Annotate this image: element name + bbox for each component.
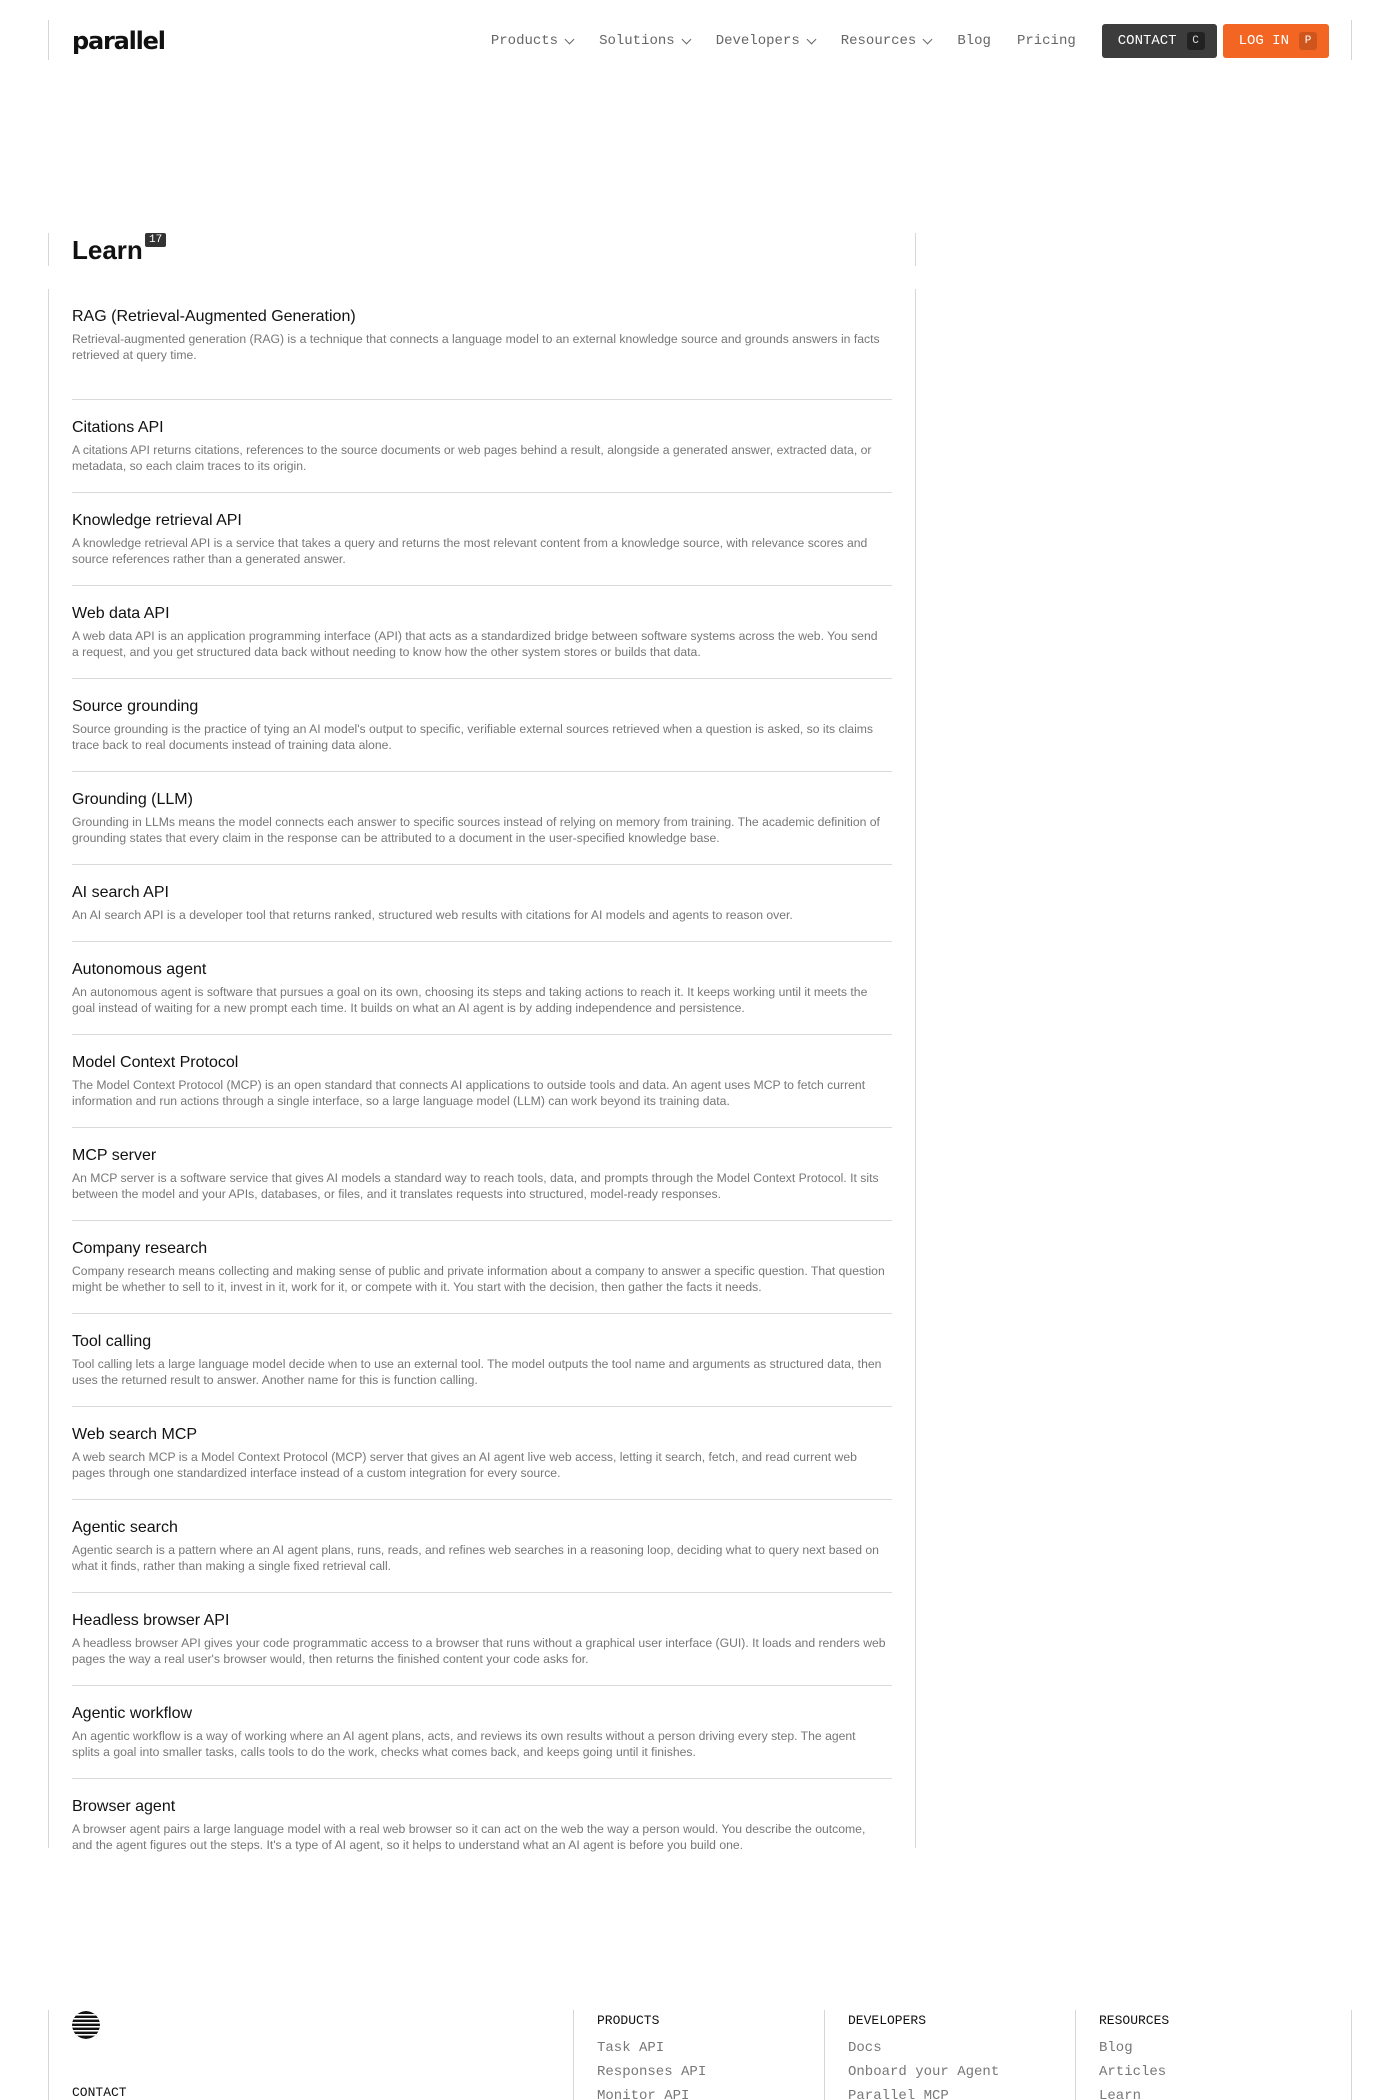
- item-title: Tool calling: [72, 1333, 152, 1350]
- footer-link[interactable]: Parallel MCP: [848, 2088, 949, 2100]
- footer-link[interactable]: Blog: [1099, 2040, 1133, 2056]
- login-button[interactable]: [1223, 24, 1329, 58]
- item-title: Headless browser API: [72, 1612, 230, 1629]
- footer-link[interactable]: Learn: [1099, 2088, 1142, 2100]
- parallel-logo[interactable]: parallel: [72, 27, 165, 55]
- list-item[interactable]: [72, 679, 892, 772]
- footer-column-developers: [824, 2010, 1075, 2100]
- footer-link[interactable]: Monitor API: [597, 2088, 690, 2100]
- item-title: Agentic search: [72, 1519, 178, 1536]
- nav-blog-label: Blog: [957, 33, 991, 49]
- footer-link[interactable]: Docs: [848, 2040, 882, 2056]
- item-description: A web data API is an application programming interface (API) that acts as a standardized bridge between software systems across the web. You send a request, and you get structured data back without needing to know how the other system stores or builds that data.: [72, 629, 878, 659]
- nav-solutions-label: Solutions: [599, 33, 675, 49]
- chevron-down-icon: [923, 34, 933, 44]
- item-title: MCP server: [72, 1147, 157, 1164]
- list-item[interactable]: [72, 1128, 892, 1221]
- footer-link[interactable]: Responses API: [597, 2064, 707, 2080]
- item-description: Agentic search is a pattern where an AI agent plans, runs, reads, and refines web searches in a reasoning loop, deciding what to query next based on what it finds, rather than making a single fixed retrieval call.: [72, 1543, 879, 1573]
- nav-resources[interactable]: [841, 33, 932, 49]
- nav-developers-label: Developers: [715, 33, 800, 49]
- login-shortcut-key: P: [1299, 32, 1317, 50]
- list-item[interactable]: [72, 1314, 892, 1407]
- item-title: Company research: [72, 1240, 208, 1257]
- item-description: The Model Context Protocol (MCP) is an open standard that connects AI applications to outside tools and data. An agent uses MCP to fetch current information and run actions through a single interface, so a large language model (LLM) can work beyond its training data.: [72, 1078, 866, 1108]
- learn-list: [48, 289, 916, 1852]
- item-title: Browser agent: [72, 1798, 176, 1815]
- nav-products-label: Products: [490, 33, 559, 49]
- footer-link[interactable]: Task API: [597, 2040, 665, 2056]
- item-description: Company research means collecting and making sense of public and private information about a company to answer a specific question. That question might be whether to sell to it, invest in it, work for it, or compete with it. You start with the decision, then gather the facts it needs.: [72, 1264, 885, 1294]
- list-item[interactable]: [72, 772, 892, 865]
- list-item[interactable]: [72, 1779, 892, 1872]
- footer-column-heading: DEVELOPERS: [848, 2013, 927, 2028]
- item-description: An agentic workflow is a way of working where an AI agent plans, acts, and reviews its own results without a person driving every step. The agent splits a goal into smaller tasks, calls tools to do the work, checks what comes back, and keeps going until it finishes.: [72, 1729, 856, 1759]
- item-title: Web search MCP: [72, 1426, 198, 1443]
- item-description: An MCP server is a software service that gives AI models a standard way to reach tools, data, and prompts through the Model Context Protocol. It sits between the model and your APIs, databases, or files, and it translates requests into structured, model-ready responses.: [72, 1171, 879, 1201]
- chevron-down-icon: [681, 34, 691, 44]
- count-badge: 17: [145, 233, 166, 247]
- item-title: Model Context Protocol: [72, 1054, 239, 1071]
- item-description: Retrieval-augmented generation (RAG) is a technique that connects a language model to an external knowledge source and grounds answers in facts retrieved at query time.: [72, 332, 880, 362]
- login-button-label: LOG IN: [1238, 33, 1289, 49]
- item-title: Grounding (LLM): [72, 791, 193, 808]
- nav-solutions[interactable]: [599, 33, 690, 49]
- footer-column-heading: PRODUCTS: [597, 2013, 660, 2028]
- parallel-globe-logo-icon[interactable]: [72, 2011, 100, 2039]
- item-title: Autonomous agent: [72, 961, 207, 978]
- nav-pricing[interactable]: [1017, 33, 1076, 49]
- item-description: An AI search API is a developer tool that returns ranked, structured web results with citations for AI models and agents to reason over.: [72, 908, 793, 922]
- list-item[interactable]: [72, 942, 892, 1035]
- list-item[interactable]: [72, 307, 892, 400]
- item-title: RAG (Retrieval-Augmented Generation): [72, 308, 356, 325]
- item-description: A headless browser API gives your code programmatic access to a browser that runs without a graphical user interface (GUI). It loads and renders web pages the way a real user's browser would, then returns the finished content your code asks for.: [72, 1636, 886, 1666]
- item-title: AI search API: [72, 884, 169, 901]
- list-item[interactable]: [72, 1500, 892, 1593]
- footer-column-heading: RESOURCES: [1099, 2013, 1170, 2028]
- footer-contact-heading: CONTACT: [72, 2085, 127, 2100]
- list-item[interactable]: [72, 1686, 892, 1779]
- list-item[interactable]: [72, 1035, 892, 1128]
- item-description: Tool calling lets a large language model decide when to use an external tool. The model outputs the tool name and arguments as structured data, then uses the returned result to answer. Another name for this is function calling.: [72, 1357, 882, 1387]
- footer-column-resources: [1075, 2010, 1352, 2100]
- list-item[interactable]: [72, 1593, 892, 1686]
- item-description: A knowledge retrieval API is a service that takes a query and returns the most relevant content from a knowledge source, with relevance scores and source references rather than a generated answer.: [72, 536, 868, 566]
- item-description: Grounding in LLMs means the model connects each answer to specific sources instead of relying on memory from training. The academic definition of grounding states that every claim in the response can be attributed to a document in the user-specified knowledge base.: [72, 815, 880, 845]
- list-item[interactable]: [72, 586, 892, 679]
- item-title: Agentic workflow: [72, 1705, 193, 1722]
- item-description: A web search MCP is a Model Context Protocol (MCP) server that gives an AI agent live web access, letting it search, fetch, and read current web pages through one standardized interface instead of a custom integration for every source.: [72, 1450, 857, 1480]
- page-title: Learn: [72, 235, 143, 265]
- footer-column-products: [573, 2010, 824, 2100]
- list-item[interactable]: [72, 1407, 892, 1500]
- contact-button-label: CONTACT: [1117, 33, 1177, 49]
- item-title: Citations API: [72, 419, 164, 436]
- footer-link[interactable]: Articles: [1099, 2064, 1167, 2080]
- nav-products[interactable]: [491, 33, 573, 49]
- list-item[interactable]: [72, 865, 892, 942]
- site-footer: [48, 2010, 1352, 2100]
- chevron-down-icon: [806, 34, 816, 44]
- item-description: An autonomous agent is software that pursues a goal on its own, choosing its steps and taking actions to reach it. It keeps working until it meets the goal instead of waiting for a new prompt each time. It builds on what an AI agent is by adding independence and persistence.: [72, 985, 868, 1015]
- list-item[interactable]: [72, 1221, 892, 1314]
- footer-link[interactable]: Onboard your Agent: [848, 2064, 1000, 2080]
- contact-shortcut-key: C: [1187, 32, 1205, 50]
- item-title: Web data API: [72, 605, 170, 622]
- nav-resources-label: Resources: [840, 33, 917, 49]
- item-description: Source grounding is the practice of tying an AI model's output to specific, verifiable external sources retrieved when a question is asked, so its claims trace back to real documents instead of training data alone.: [72, 722, 874, 752]
- item-title: Source grounding: [72, 698, 199, 715]
- chevron-down-icon: [565, 34, 575, 44]
- item-description: A citations API returns citations, references to the source documents or web pages behind a result, alongside a generated answer, extracted data, or metadata, so each claim traces to its origin.: [72, 443, 872, 473]
- item-title: Knowledge retrieval API: [72, 512, 242, 529]
- nav-pricing-label: Pricing: [1016, 33, 1076, 49]
- item-description: A browser agent pairs a large language model with a real web browser so it can act on the web the way a person would. You describe the outcome, and the agent figures out the steps. It's a type of AI agent, so it helps to understand what an AI agent is before you build one.: [72, 1822, 866, 1852]
- contact-button[interactable]: [1102, 24, 1217, 58]
- learn-title-row: [48, 233, 916, 266]
- nav-developers[interactable]: [716, 33, 815, 49]
- nav-blog[interactable]: [957, 33, 991, 49]
- main-nav: [491, 24, 1329, 58]
- list-item[interactable]: [72, 400, 892, 493]
- list-item[interactable]: [72, 493, 892, 586]
- site-header: [48, 20, 1352, 60]
